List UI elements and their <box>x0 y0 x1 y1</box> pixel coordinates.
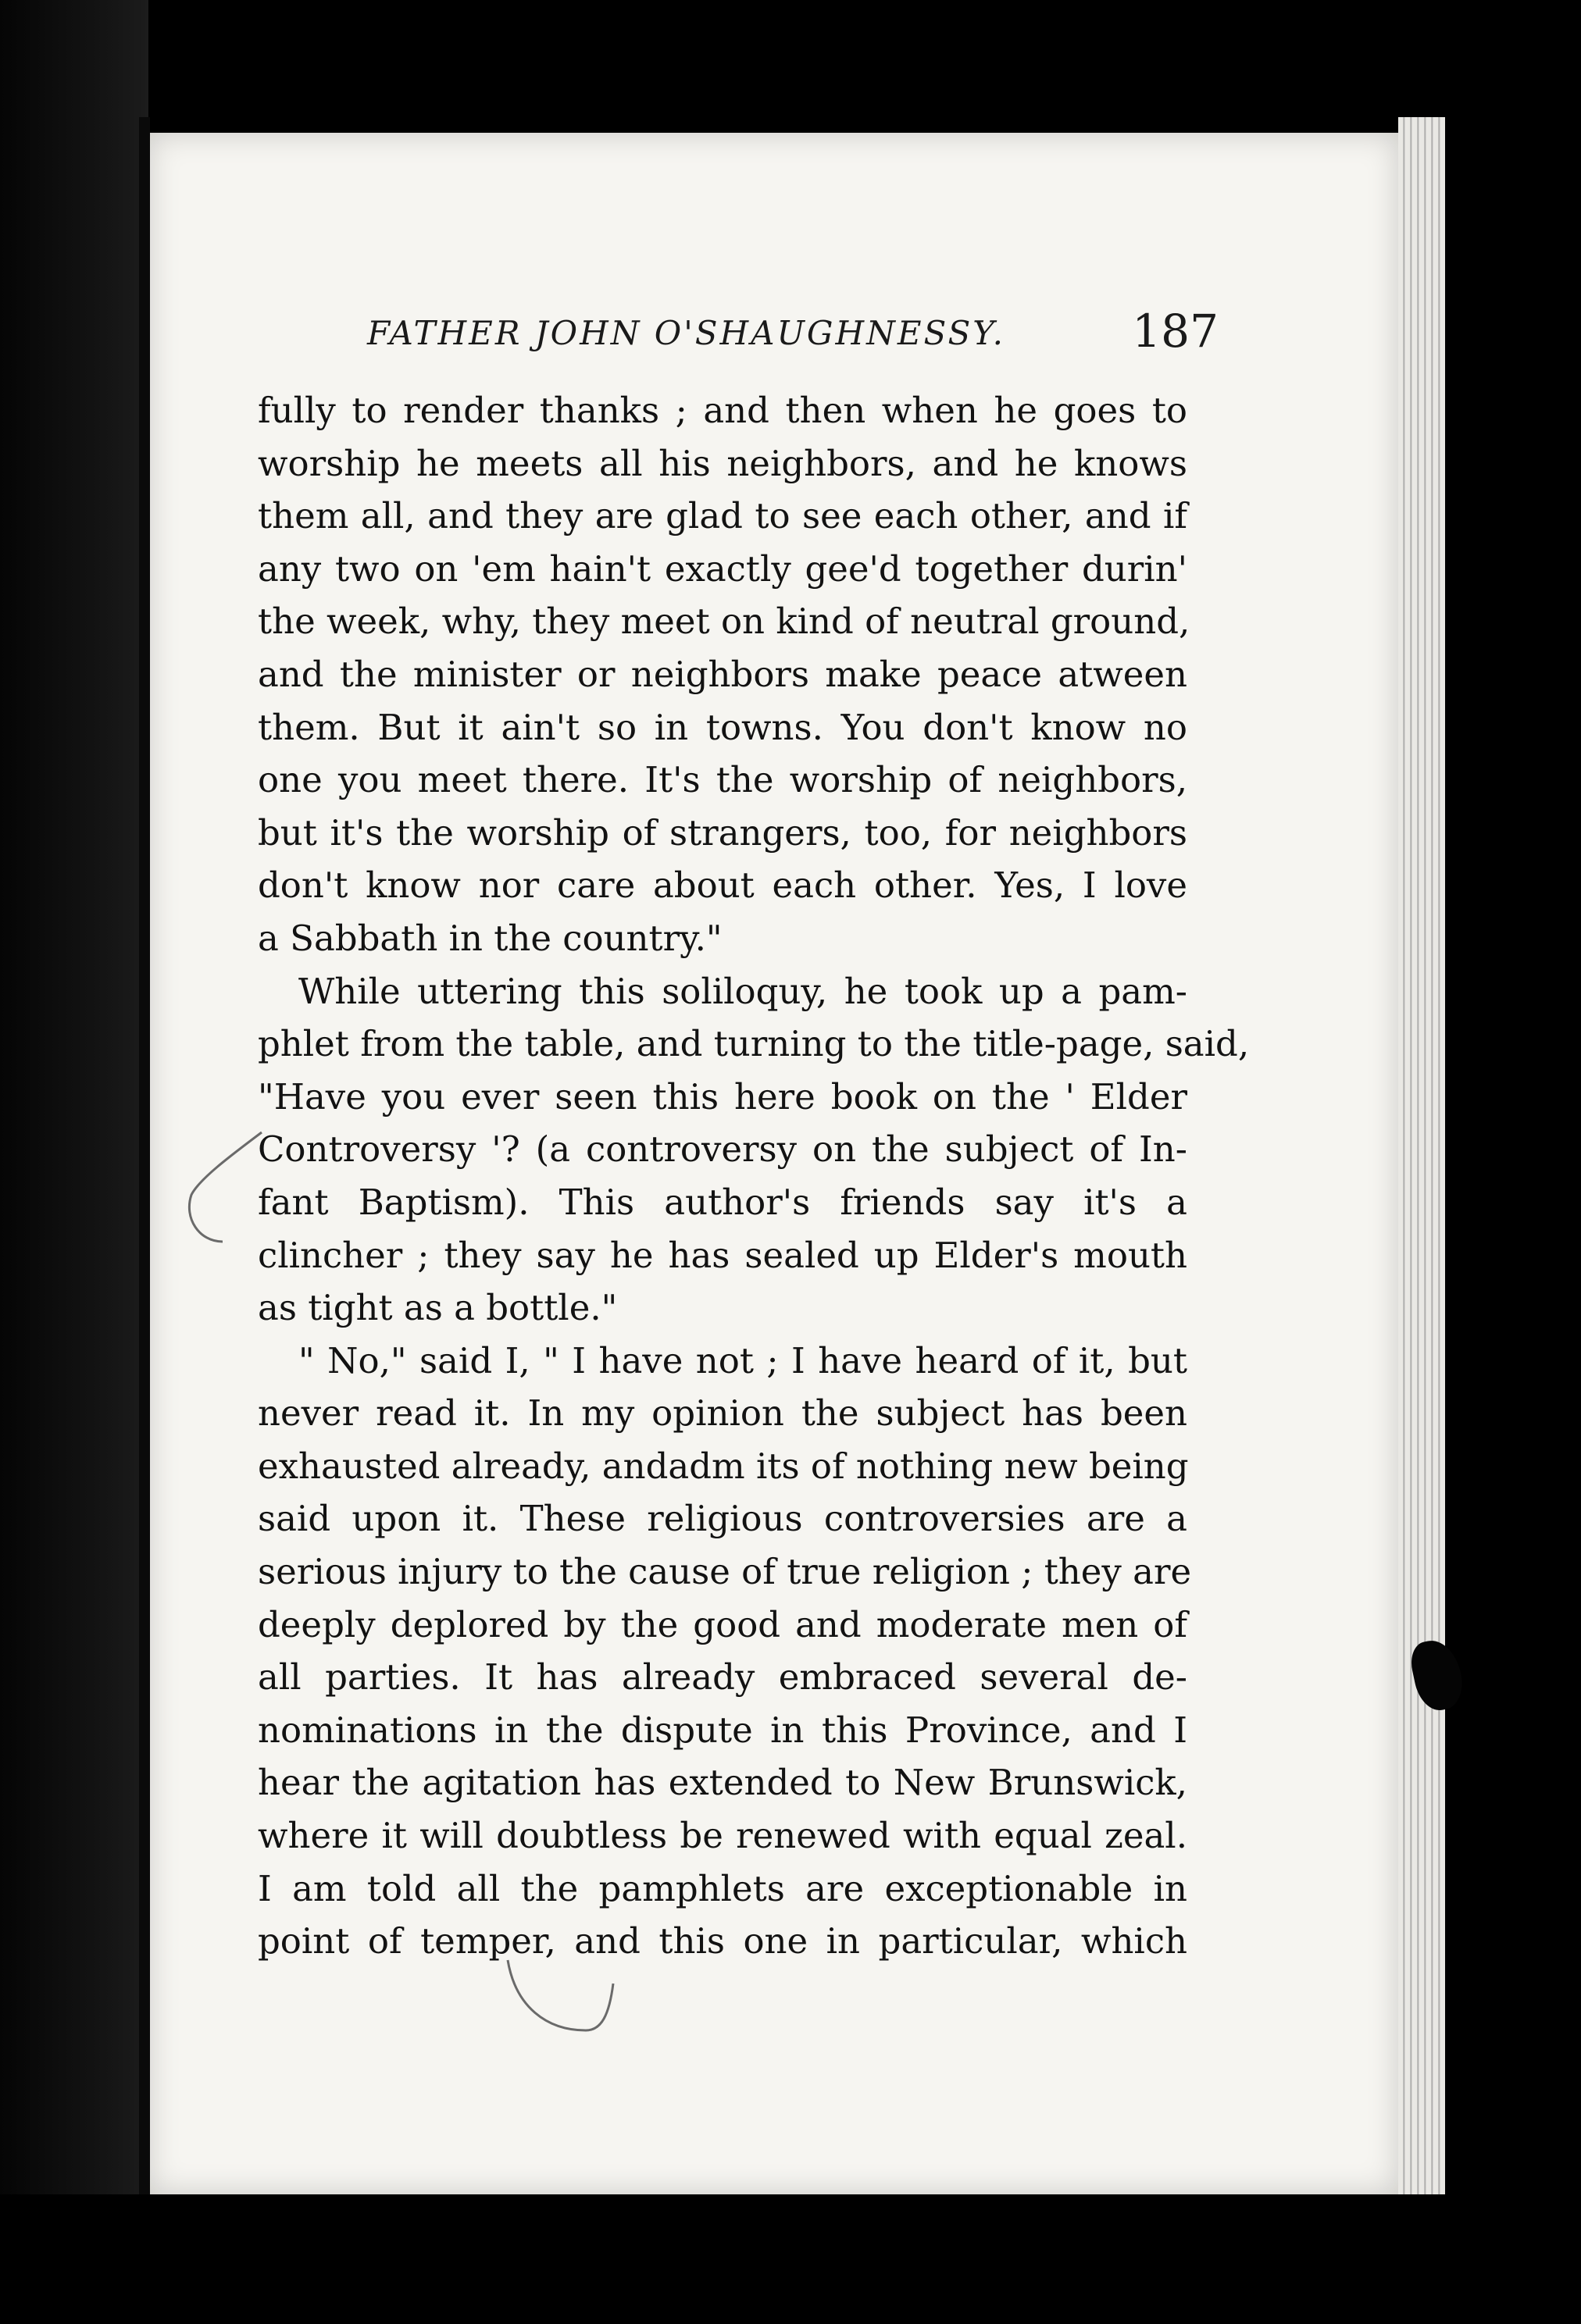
text-line: them all, and they are glad to see each other, and if <box>258 495 1187 537</box>
body-text <box>258 384 1250 1968</box>
text-line: never read it. In my opinion the subject has been <box>258 1392 1187 1435</box>
text-line: but it's the worship of strangers, too, for neighbors <box>258 811 1187 854</box>
text-line: said upon it. These religious controversies are a <box>258 1498 1187 1540</box>
text-line: phlet from the table, and turning to the title-page, said, <box>258 1023 1250 1065</box>
text-line: Controversy '? (a controversy on the subject of In- <box>258 1128 1187 1171</box>
text-line: exhausted already, andadm its of nothing new being <box>258 1445 1189 1487</box>
text-line: don't know nor care about each other. Yes, I love <box>258 864 1187 907</box>
text-line: While uttering this soliloquy, he took up a pam- <box>298 970 1187 1012</box>
book-gutter <box>139 117 150 2210</box>
text-line: all parties. It has already embraced several de- <box>258 1656 1187 1698</box>
text-line: hear the agitation has extended to New Brunswick, <box>258 1762 1187 1804</box>
text-line: where it will doubtless be renewed with equal zeal. <box>258 1815 1187 1857</box>
text-line: the week, why, they meet on kind of neutral ground, <box>258 601 1190 643</box>
running-header <box>367 305 1219 367</box>
text-line: deeply deplored by the good and moderate men of <box>258 1603 1187 1645</box>
text-line: clincher ; they say he has sealed up Elder's mouth <box>258 1234 1187 1276</box>
text-line: "Have you ever seen this here book on the ' Elder <box>258 1075 1187 1117</box>
text-line: worship he meets all his neighbors, and he knows <box>258 442 1187 484</box>
text-line: a Sabbath in the country." <box>258 917 723 959</box>
page-stack-edge <box>1398 117 1445 2210</box>
scan-bottom-border <box>0 2194 1581 2324</box>
text-line: and the minister or neighbors make peace atween <box>258 653 1187 695</box>
text-line: " No," said I, " I have not ; I have heard of it, but <box>298 1339 1187 1381</box>
text-line: any two on 'em hain't exactly gee'd together durin' <box>258 547 1187 590</box>
text-line: I am told all the pamphlets are exceptionable in <box>258 1867 1187 1909</box>
running-title: FATHER JOHN O'SHAUGHNESSY. <box>367 314 1005 352</box>
text-line: them. But it ain't so in towns. You don't know no <box>258 706 1187 748</box>
scan-left-border <box>0 0 148 2324</box>
text-line: as tight as a bottle." <box>258 1287 618 1329</box>
scan-right-border <box>1445 0 1581 2324</box>
text-line: fully to render thanks ; and then when he goes to <box>258 390 1187 431</box>
page-number: 187 <box>1132 305 1219 358</box>
scan-top-border <box>0 0 1581 133</box>
text-line: nominations in the dispute in this Province, and I <box>258 1709 1187 1751</box>
text-line: one you meet there. It's the worship of neighbors, <box>258 759 1187 801</box>
text-line: point of temper, and this one in particular, which <box>258 1920 1187 1962</box>
text-line: fant Baptism). This author's friends say it's a <box>258 1181 1187 1223</box>
text-line: serious injury to the cause of true religion ; they are <box>258 1551 1192 1593</box>
